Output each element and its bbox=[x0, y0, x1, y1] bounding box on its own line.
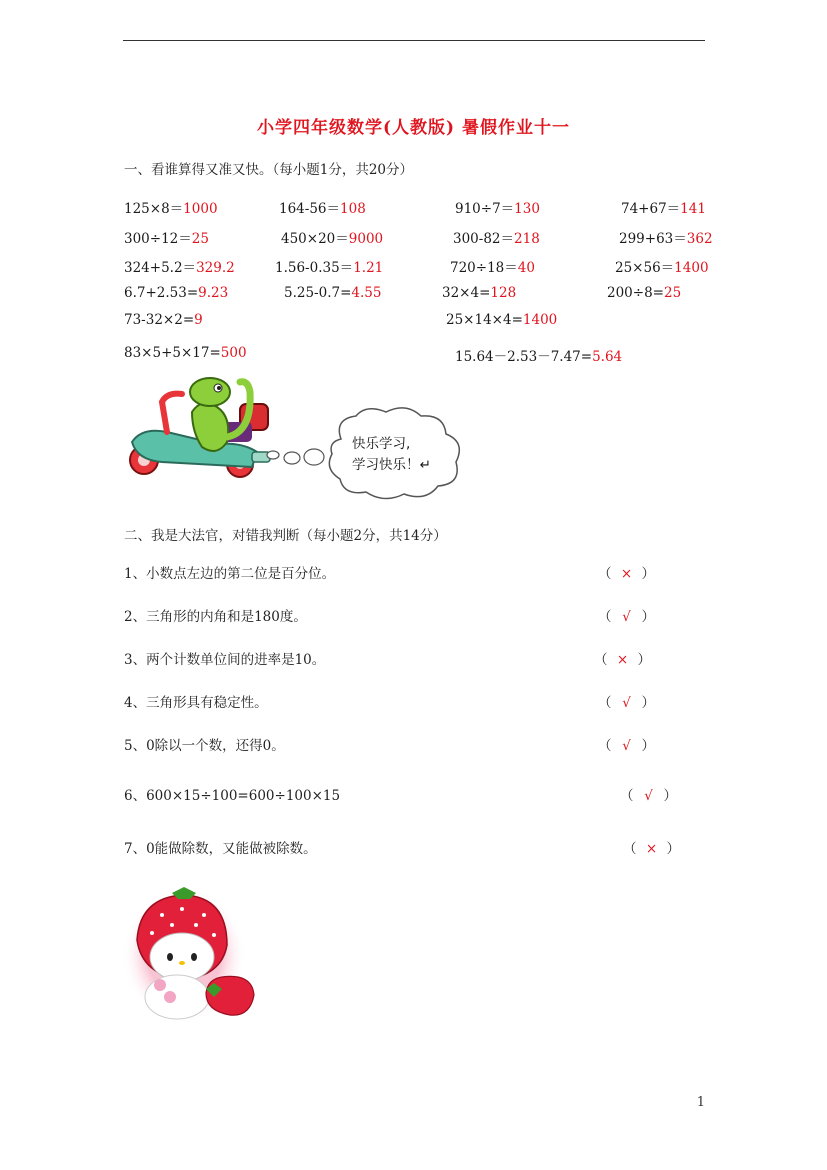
judge-question: 2、三角形的内角和是180度。 bbox=[124, 609, 307, 625]
calc-item: 300÷12＝25 bbox=[124, 231, 209, 247]
calc-item: 910÷7＝130 bbox=[455, 201, 540, 217]
bubble-line-2: 学习快乐！↵ bbox=[352, 457, 431, 473]
judge-answer: （ √ ） bbox=[620, 788, 677, 804]
judge-answer: （ × ） bbox=[598, 566, 655, 582]
calc-item: 74+67＝141 bbox=[621, 201, 706, 217]
page-title: 小学四年级数学(人教版) 暑假作业十一 bbox=[256, 118, 570, 138]
calc-item: 1.56-0.35＝1.21 bbox=[275, 260, 384, 276]
calc-item: 324+5.2＝329.2 bbox=[124, 260, 235, 276]
judge-question: 7、0能做除数，又能做被除数。 bbox=[124, 841, 317, 857]
kitty-strawberry-illustration bbox=[122, 885, 262, 1025]
calc-item: 125×8＝1000 bbox=[124, 201, 218, 217]
section1-heading: 一、看谁算得又准又快。（每小题1分，共20分） bbox=[124, 162, 414, 178]
calc-item: 73-32×2=9 bbox=[124, 312, 203, 328]
judge-question: 1、小数点左边的第二位是百分位。 bbox=[124, 566, 336, 582]
calc-item: 6.7+2.53=9.23 bbox=[124, 285, 229, 301]
calc-item: 25×14×4=1400 bbox=[446, 312, 558, 328]
calc-item: 32×4=128 bbox=[442, 285, 517, 301]
judge-question: 5、0除以一个数，还得0。 bbox=[124, 738, 285, 754]
calc-item: 450×20＝9000 bbox=[281, 231, 384, 247]
judge-answer: （ √ ） bbox=[598, 695, 655, 711]
judge-answer: （ √ ） bbox=[598, 609, 655, 625]
bubble-line-1: 快乐学习, bbox=[352, 436, 411, 452]
calc-item: 299+63＝362 bbox=[619, 231, 713, 247]
lizard-scooter-illustration bbox=[122, 372, 277, 482]
calc-item: 5.25-0.7=4.55 bbox=[284, 285, 382, 301]
calc-item: 15.64－2.53－7.47=5.64 bbox=[455, 349, 623, 365]
judge-question: 3、两个计数单位间的进率是10。 bbox=[124, 652, 326, 668]
calc-item: 720÷18＝40 bbox=[450, 260, 535, 276]
calc-item: 200÷8=25 bbox=[607, 285, 682, 301]
judge-question: 4、三角形具有稳定性。 bbox=[124, 695, 268, 711]
judge-answer: （ √ ） bbox=[598, 738, 655, 754]
page-number: 1 bbox=[696, 1095, 705, 1110]
calc-item: 164-56＝108 bbox=[279, 201, 366, 217]
calc-item: 300-82＝218 bbox=[453, 231, 540, 247]
calc-item: 25×56＝1400 bbox=[615, 260, 709, 276]
calc-item: 83×5+5×17=500 bbox=[124, 345, 247, 361]
section2-heading: 二、我是大法官，对错我判断（每小题2分，共14分） bbox=[124, 528, 447, 544]
judge-answer: （ × ） bbox=[594, 652, 651, 668]
header-rule bbox=[123, 40, 705, 41]
judge-answer: （ × ） bbox=[623, 841, 680, 857]
judge-question: 6、600×15÷100=600÷100×15 bbox=[124, 788, 341, 804]
